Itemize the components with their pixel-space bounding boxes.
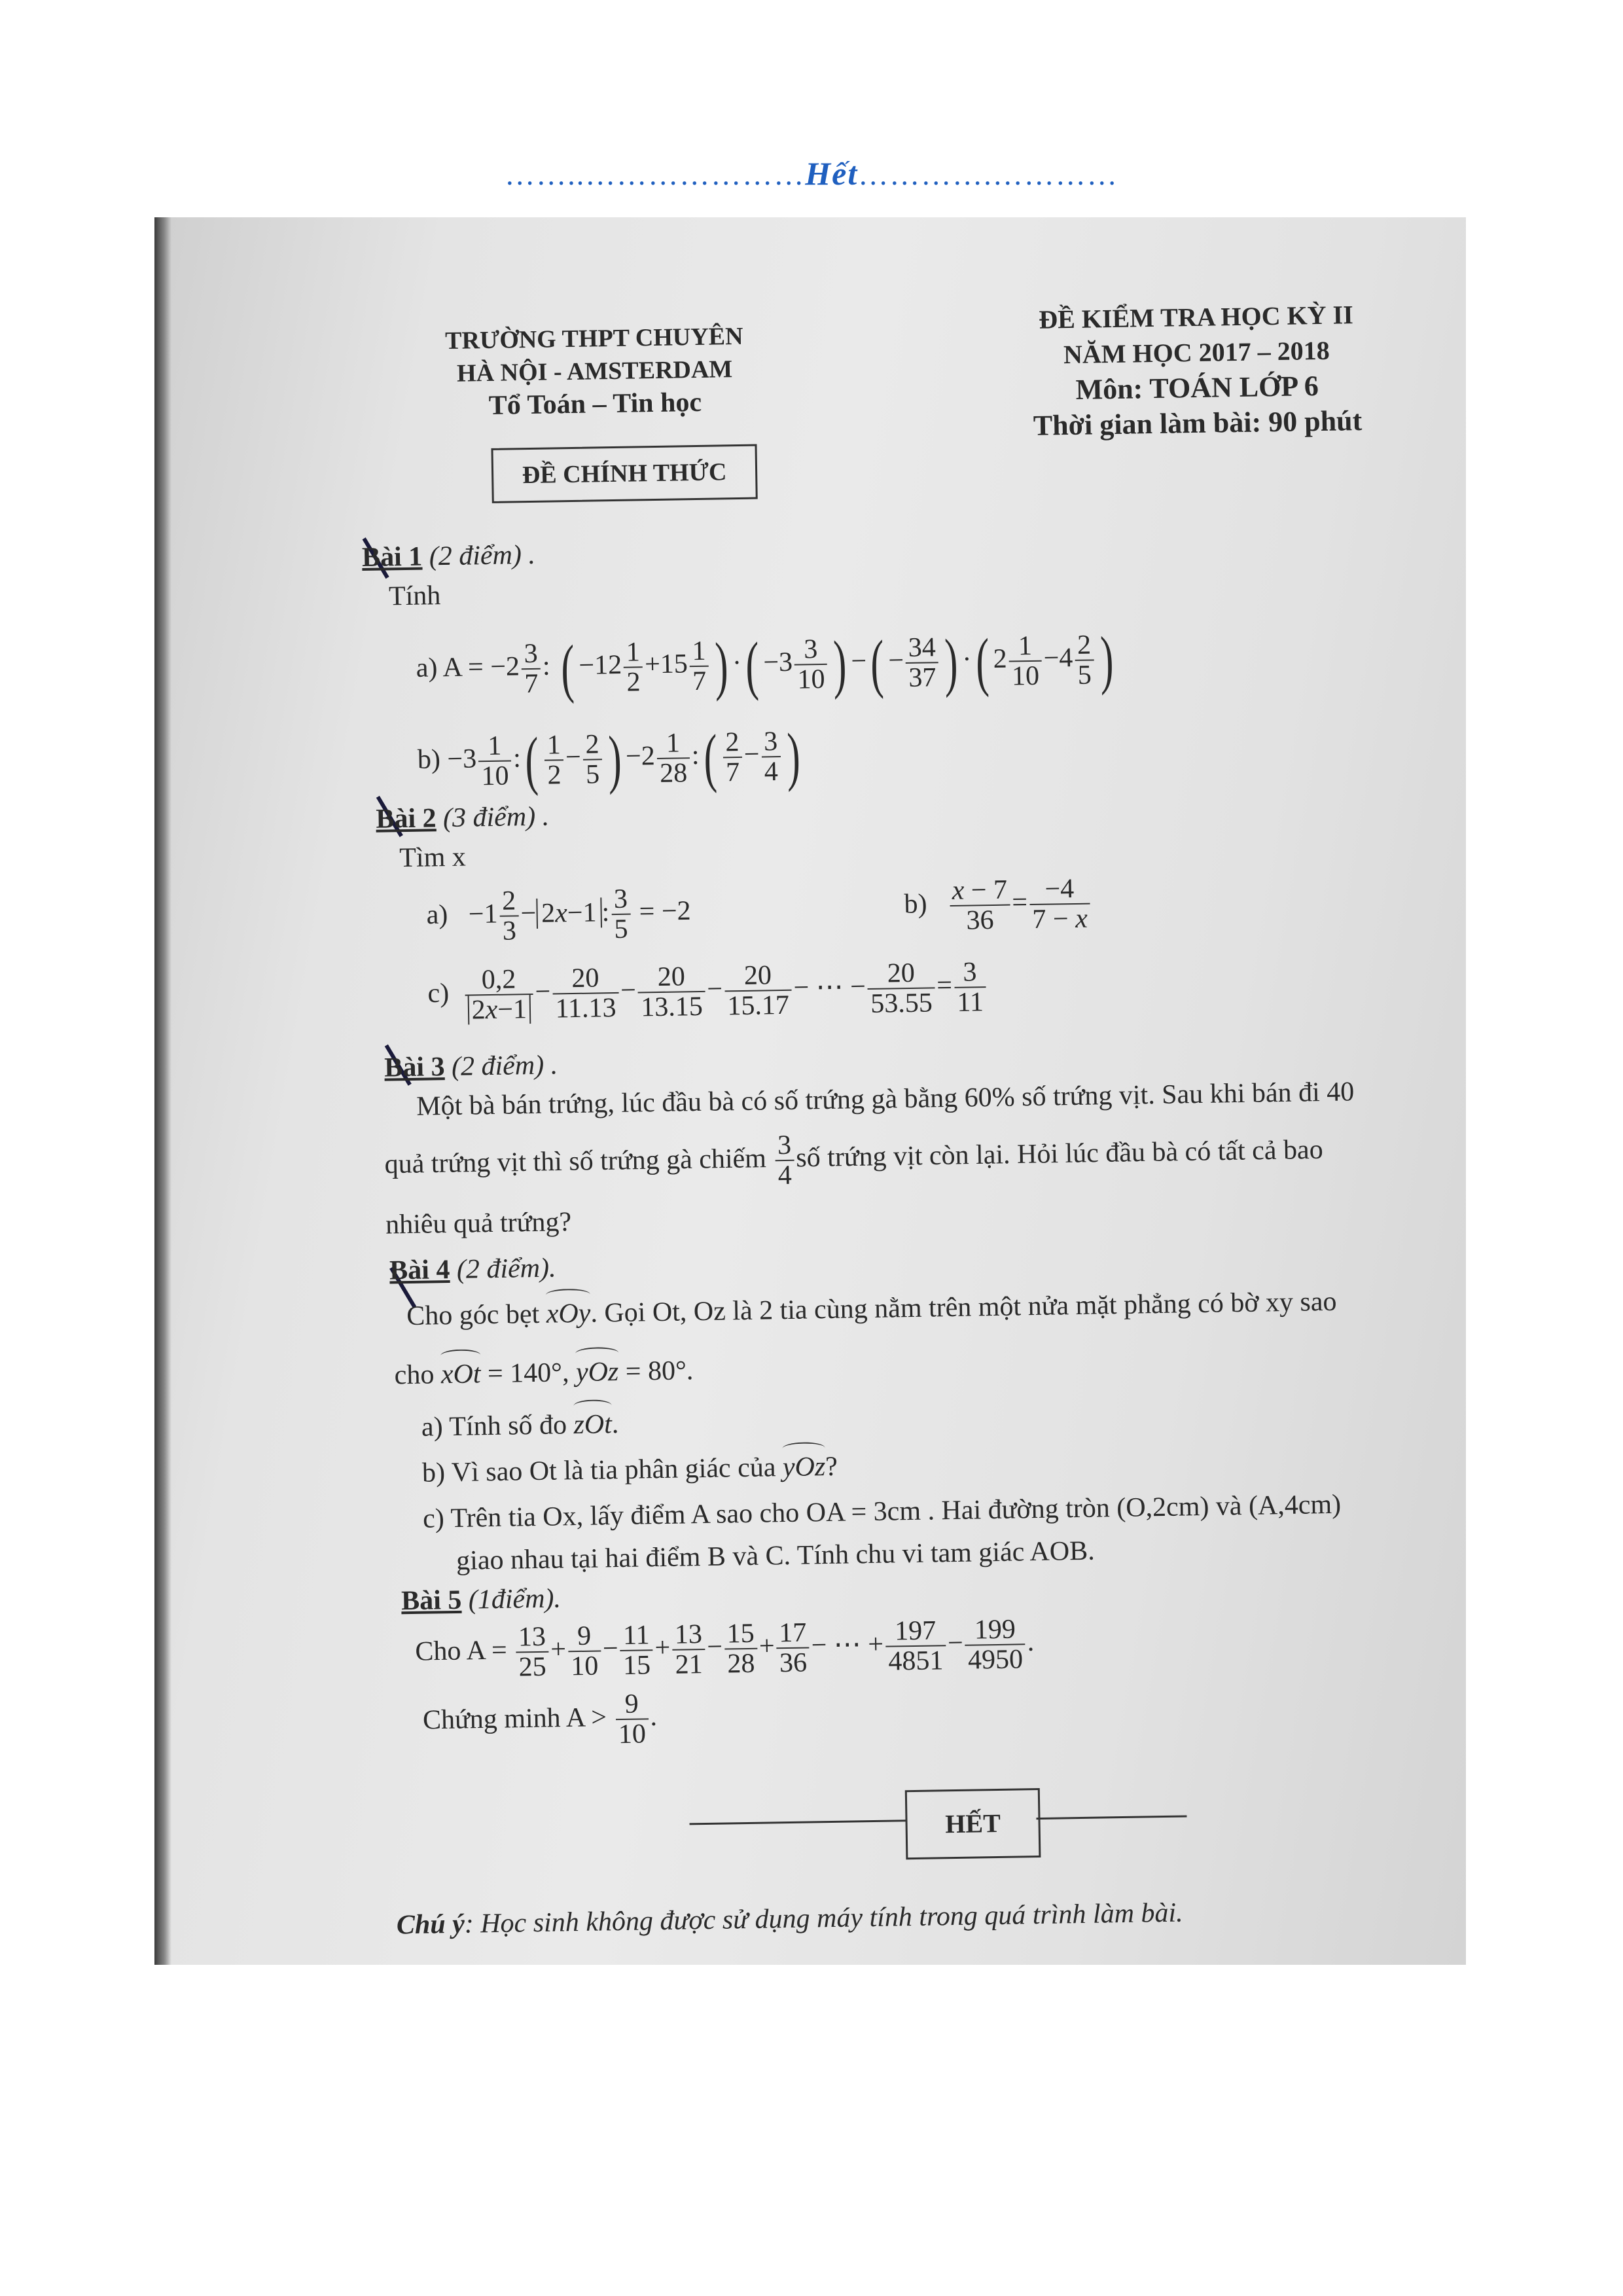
bai3-label: Bài 3 (383, 1052, 445, 1083)
bai4-a: a) Tính số đo zOt. (421, 1409, 619, 1443)
school-year: NĂM HỌC 2017 – 2018 (1063, 335, 1330, 370)
note-text: : Học sinh không được sử dụng máy tính trong quá trình làm bài. (464, 1897, 1183, 1939)
bai2-b-label: b) (904, 889, 927, 920)
exam-photo (154, 217, 1466, 1965)
bai5-heading (401, 1583, 562, 1617)
bai4-points: (2 điểm). (456, 1253, 556, 1285)
bai2-c-label: c) (427, 978, 450, 1009)
bai4-line1 (406, 1286, 1337, 1332)
angle-yOz: yOz (575, 1357, 619, 1388)
dots-left: ……..………………… (505, 158, 806, 191)
bai4-b (422, 1451, 838, 1489)
angle-xOt: xOt (440, 1359, 481, 1390)
bai4-line1a: Cho góc bẹt (406, 1299, 540, 1332)
official-stamp: ĐỀ CHÍNH THỨC (491, 444, 757, 503)
bai2-task: Tìm x (399, 842, 467, 874)
department: Tổ Toán – Tin học (488, 387, 702, 421)
bai1-b-label: b) (417, 744, 441, 775)
bai4-c2: giao nhau tại hai điểm B và C. Tính chu vi tam giác AOB. (455, 1535, 1095, 1576)
bai5-prove: Chứng minh A > $\frac{9}{10}$ . (422, 1689, 658, 1750)
note (397, 1897, 1183, 1941)
bai2-b: b) $\frac{x - 7}{36}$ = $\frac{-4}{7 - x}$ (904, 874, 1092, 936)
bai2-points: (3 điểm) . (442, 801, 550, 834)
bai1-a: a) A = −2 $\frac{3}{7}$ : ( −12 $\frac{1}{2}$ +15 $\frac{1}{7}$ ) ·( −3 $\frac{3}{10}$ ) −( − $\frac{34}{37}$ ) ·( 2 $\frac{1}{10}$ −4 $\frac{2}{5}$ ) (416, 623, 1114, 705)
bai2-a: a) −1 $\frac{2}{3}$ − 2x−1 : $\frac{3}{5}$ = −2 (426, 884, 691, 946)
bai1-a-label: a) (416, 653, 438, 683)
end-line-left (690, 1820, 906, 1825)
bai4-line2b: = 140°, (487, 1357, 569, 1390)
bai1-heading (362, 539, 536, 573)
note-label: Chú ý (396, 1909, 465, 1941)
bai3-line3: nhiêu quả trứng? (385, 1207, 572, 1240)
bai4-line2a: cho (394, 1359, 435, 1391)
exam-paper (194, 243, 1466, 1965)
angle-zOt: zOt (573, 1409, 613, 1441)
bai4-b-text: b) Vì sao Ot là tia phân giác của (421, 1452, 776, 1488)
bai5-expression: Cho A = $\frac{13}{25}$ + $\frac{9}{10}$ − $\frac{11}{15}$ + $\frac{13}{21}$ − $\frac{15}{28}$ + $\frac{17}{36}$ − ⋯ + $\frac{197}{4851}$ − $\frac{199}{4950}$ . (415, 1614, 1035, 1683)
angle-yOz-2: yOz (782, 1452, 826, 1483)
bai4-line2 (394, 1355, 693, 1391)
subject: Môn: TOÁN LỚP 6 (1075, 370, 1319, 406)
end-line-right (1036, 1815, 1186, 1820)
bai5-label: Bài 5 (401, 1585, 462, 1617)
bai1-b: b) −3 $\frac{1}{10}$ :( $\frac{1}{2}$ − $\frac{2}{5}$ ) −2 $\frac{1}{28}$ :( $\frac{2}{7}$ − $\frac{3}{4}$ ) (417, 719, 800, 797)
bai3-line2b: số trứng vịt còn lại. Hỏi lúc đầu bà có tất cả bao (795, 1134, 1323, 1174)
bai2-heading (376, 801, 550, 835)
bai4-line2c: = 80°. (625, 1355, 694, 1387)
bai5-cho: Cho A = (415, 1635, 508, 1667)
time-limit: Thời gian làm bài: 90 phút (1033, 404, 1363, 442)
bai5-points: (1điểm). (468, 1583, 562, 1615)
bai3-points: (2 điểm) . (451, 1050, 558, 1082)
bai3-line2a: quả trứng vịt thì số trứng gà chiếm (384, 1143, 767, 1180)
bai4-label: Bài 4 (389, 1255, 450, 1286)
bai4-a-text: a) Tính số đo (421, 1410, 567, 1443)
end-word: Hết (805, 155, 859, 192)
bai4-b-q: ? (825, 1451, 838, 1482)
bai1-points: (2 điểm) . (429, 539, 536, 572)
school-line1: TRƯỜNG THPT CHUYÊN (444, 322, 743, 355)
bai4-line1b: . Gọi Ot, Oz là 2 tia cùng nằm trên một nửa mặt phẳng có bờ xy sao (590, 1286, 1337, 1329)
end-marker-line (0, 154, 1623, 192)
school-line2: HÀ NỘI - AMSTERDAM (456, 355, 733, 387)
bai1-label: Bài 1 (361, 541, 423, 573)
school-header (411, 319, 779, 423)
bai3-heading (384, 1049, 558, 1083)
bai4-c1: c) Trên tia Ox, lấy điểm A sao cho OA = 3cm . Hai đường tròn (O,2cm) và (A,4cm) (422, 1489, 1342, 1534)
exam-header (967, 296, 1427, 444)
bai2-label: Bài 2 (376, 803, 437, 834)
bai4-heading (389, 1252, 556, 1286)
bai3-line2: quả trứng vịt thì số trứng gà chiếm $\frac{3}{4}$ số trứng vịt còn lại. Hỏi lúc đầu bà có tất cả bao (384, 1130, 1323, 1191)
bai5-prove-text: Chứng minh A > (422, 1702, 607, 1736)
bai2-c: c) $\frac{0,2}{2x-1}$ − $\frac{20}{11.13}$ − $\frac{20}{13.15}$ − $\frac{20}{15.17}$ − ⋯ − $\frac{20}{53.55}$ = $\frac{3}{11}$ (427, 958, 988, 1025)
dots-right: ………….………… (858, 158, 1118, 191)
bai3-line1: Một bà bán trứng, lúc đầu bà có số trứng gà bằng 60% số trứng vịt. Sau khi bán đi 40 (416, 1077, 1355, 1122)
angle-xOy: xOy (546, 1298, 591, 1329)
exam-title: ĐỀ KIỂM TRA HỌC KỲ II (1038, 300, 1354, 334)
bai1-task: Tính (388, 581, 441, 612)
bai2-a-label: a) (426, 899, 448, 931)
end-box: HẾT (905, 1788, 1041, 1859)
